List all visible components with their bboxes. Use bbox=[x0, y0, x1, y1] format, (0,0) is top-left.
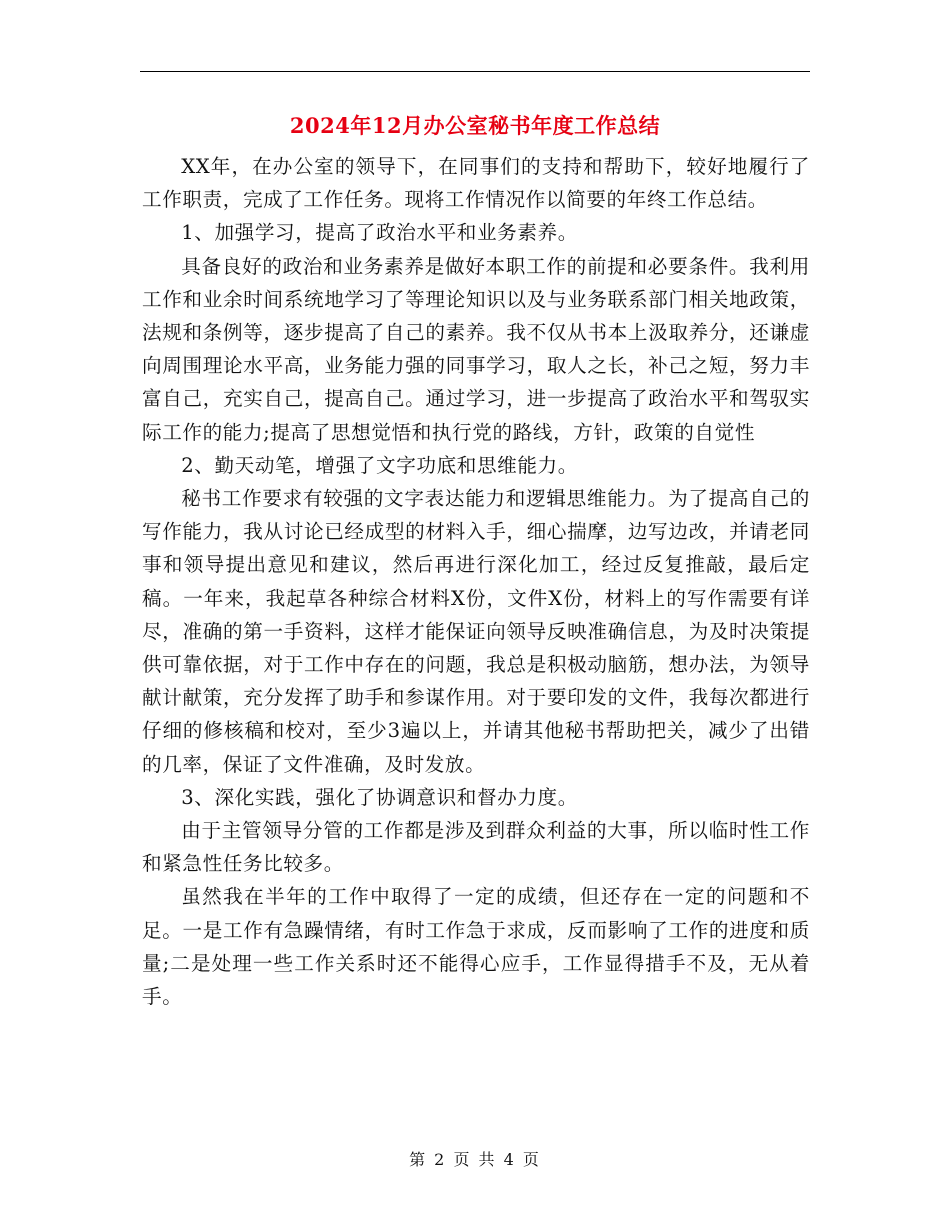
header-rule bbox=[140, 71, 810, 72]
page-number: 第 2 页 共 4 页 bbox=[409, 1150, 541, 1169]
section-heading-3: 3、深化实践，强化了协调意识和督办力度。 bbox=[181, 785, 578, 809]
document-title: 2024年12月办公室秘书年度工作总结 bbox=[289, 113, 661, 138]
document-body bbox=[142, 150, 810, 1013]
paragraph-conclusion: 虽然我在半年的工作中取得了一定的成绩，但还存在一定的问题和不足。一是工作有急躁情绪，有时工作急于求成，反而影响了工作的进度和质量;二是处理一些工作关系时还不能得心应手，工作显得措手不及，无从着手。 bbox=[142, 885, 810, 1009]
section-heading-2: 2、勤天动笔，增强了文字功底和思维能力。 bbox=[181, 453, 578, 477]
section-heading-1: 1、加强学习，提高了政治水平和业务素养。 bbox=[181, 221, 578, 245]
paragraph-section-3: 由于主管领导分管的工作都是涉及到群众利益的大事，所以临时性工作和紧急性任务比较多。 bbox=[142, 819, 810, 876]
paragraph-intro: XX年，在办公室的领导下，在同事们的支持和帮助下，较好地履行了工作职责，完成了工作任务。现将工作情况作以简要的年终工作总结。 bbox=[142, 155, 810, 212]
paragraph-section-2: 秘书工作要求有较强的文字表达能力和逻辑思维能力。为了提高自己的写作能力，我从讨论已经成型的材料入手，细心揣摩，边写边改，并请老同事和领导提出意见和建议，然后再进行深化加工，经过反复推敲，最后定稿。一年来，我起草各种综合材料X份，文件X份，材料上的写作需要有详尽，准确的第一手资料，这样才能保证向领导反映准确信息，为及时决策提供可靠依据，对于工作中存在的问题，我总是积极动脑筋，想办法，为领导献计献策，充分发挥了助手和参谋作用。对于要印发的文件，我每次都进行仔细的修核稿和校对，至少3遍以上，并请其他秘书帮助把关，减少了出错的几率，保证了文件准确，及时发放。 bbox=[142, 487, 810, 776]
paragraph-section-1: 具备良好的政治和业务素养是做好本职工作的前提和必要条件。我利用工作和业余时间系统地学习了等理论知识以及与业务联系部门相关地政策，法规和条例等，逐步提高了自己的素养。我不仅从书本上汲取养分，还谦虚向周围理论水平高，业务能力强的同事学习，取人之长，补己之短，努力丰富自己，充实自己，提高自己。通过学习，进一步提高了政治水平和驾驭实际工作的能力;提高了思想觉悟和执行党的路线，方针，政策的自觉性 bbox=[142, 254, 810, 444]
